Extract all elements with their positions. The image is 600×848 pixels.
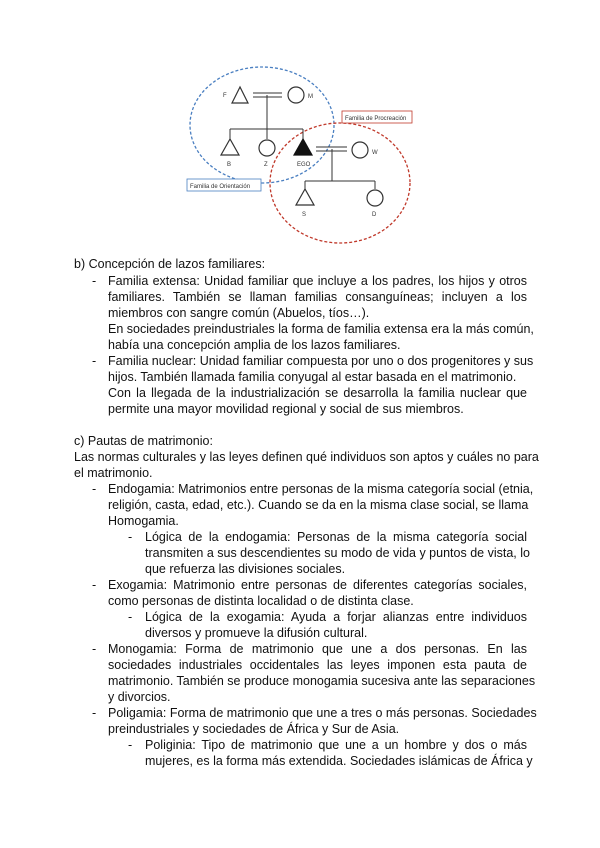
- bullet-dash: -: [92, 642, 97, 656]
- text-line: y divorcios.: [108, 690, 171, 704]
- bullet-dash: -: [92, 482, 97, 496]
- orientation-label: Familia de Orientación: [190, 184, 251, 190]
- text-line: Familia extensa: Unidad familiar que incluye a los padres, los hijos y otros: [108, 274, 527, 288]
- text-line: hijos. También llamada familia conyugal al estar basada en el matrimonio.: [108, 370, 517, 384]
- text-line: Poligamia: Forma de matrimonio que une a tres o más personas. Sociedades: [108, 706, 537, 720]
- daughter-circle-icon: [367, 190, 383, 206]
- text-line: Las normas culturales y las leyes definen qué individuos son aptos y cuáles no para: [74, 450, 539, 464]
- text-line: diversos y promueve la difusión cultural.: [145, 626, 368, 640]
- sub-bullet-dash: -: [128, 738, 133, 752]
- text-line: miembros con sangre común (Abuelos, tíos…).: [108, 306, 370, 320]
- text-line: familiares. También se llaman familias consanguíneas; incluyen a los: [108, 290, 527, 304]
- father-triangle-icon: [232, 87, 248, 103]
- procreation-family-boundary: [270, 123, 410, 243]
- text-line: Endogamia: Matrimonios entre personas de la misma categoría social (etnia,: [108, 482, 534, 496]
- kinship-diagram: [175, 65, 435, 245]
- mother-circle-icon: [288, 87, 304, 103]
- wife-circle-icon: [352, 142, 368, 158]
- label-D: D: [372, 212, 377, 218]
- sub-bullet-dash: -: [128, 610, 133, 624]
- bullet-dash: -: [92, 354, 97, 368]
- son-triangle-icon: [296, 189, 314, 205]
- text-line: Con la llegada de la industrialización se desarrolla la familia nuclear que: [108, 386, 527, 400]
- text-line: transmiten a sus descendientes su modo de vida y puntos de vista, lo: [145, 546, 530, 560]
- text-line: religión, casta, edad, etc.). Cuando se da en la misma clase social, se llama: [108, 498, 529, 512]
- text-line: preindustriales y sociedades de África y Sur de Asia.: [108, 722, 400, 736]
- label-M: M: [308, 94, 313, 100]
- text-line: Lógica de la exogamia: Ayuda a forjar alianzas entre individuos: [145, 610, 527, 624]
- text-line: permite una mayor movilidad regional y social de sus miembros.: [108, 402, 464, 416]
- text-line: matrimonio. También se produce monogamia sucesiva ante las separaciones: [108, 674, 536, 688]
- text-line: había una concepción amplia de los lazos familiares.: [108, 338, 401, 352]
- text-line: Monogamia: Forma de matrimonio que une a dos personas. En las: [108, 642, 527, 656]
- text-line: mujeres, es la forma más extendida. Sociedades islámicas de África y: [145, 754, 533, 768]
- text-line: Poliginia: Tipo de matrimonio que une a un hombre y dos o más: [145, 738, 527, 752]
- sister-circle-icon: [259, 140, 275, 156]
- text-line: Familia nuclear: Unidad familiar compuesta por uno o dos progenitores y sus: [108, 354, 534, 368]
- text-line: En sociedades preindustriales la forma de familia extensa era la más común,: [108, 322, 534, 336]
- text-line: sociedades industriales occidentales las leyes imponen esta pauta de: [108, 658, 527, 672]
- section-c-heading: c) Pautas de matrimonio:: [74, 434, 213, 448]
- ego-triangle-icon: [294, 139, 312, 155]
- text-line: Homogamia.: [108, 514, 179, 528]
- text-line: como personas de distinta localidad o de distinta clase.: [108, 594, 414, 608]
- label-S: S: [302, 212, 307, 218]
- label-EGO: EGO: [297, 162, 311, 168]
- text-line: Exogamia: Matrimonio entre personas de diferentes categorías sociales,: [108, 578, 527, 592]
- bullet-dash: -: [92, 578, 97, 592]
- text-line: Lógica de la endogamia: Personas de la misma categoría social: [145, 530, 527, 544]
- label-W: W: [372, 150, 378, 156]
- orientation-family-boundary: [190, 67, 334, 183]
- bullet-dash: -: [92, 706, 97, 720]
- label-F: F: [223, 93, 227, 99]
- label-B: B: [227, 162, 232, 168]
- label-Z: Z: [264, 162, 268, 168]
- text-line: el matrimonio.: [74, 466, 153, 480]
- text-line: que refuerza las divisiones sociales.: [145, 562, 346, 576]
- brother-triangle-icon: [221, 139, 239, 155]
- sub-bullet-dash: -: [128, 530, 133, 544]
- bullet-dash: -: [92, 274, 97, 288]
- procreation-label: Familia de Procreación: [345, 116, 407, 122]
- section-b-heading: b) Concepción de lazos familiares:: [74, 257, 266, 271]
